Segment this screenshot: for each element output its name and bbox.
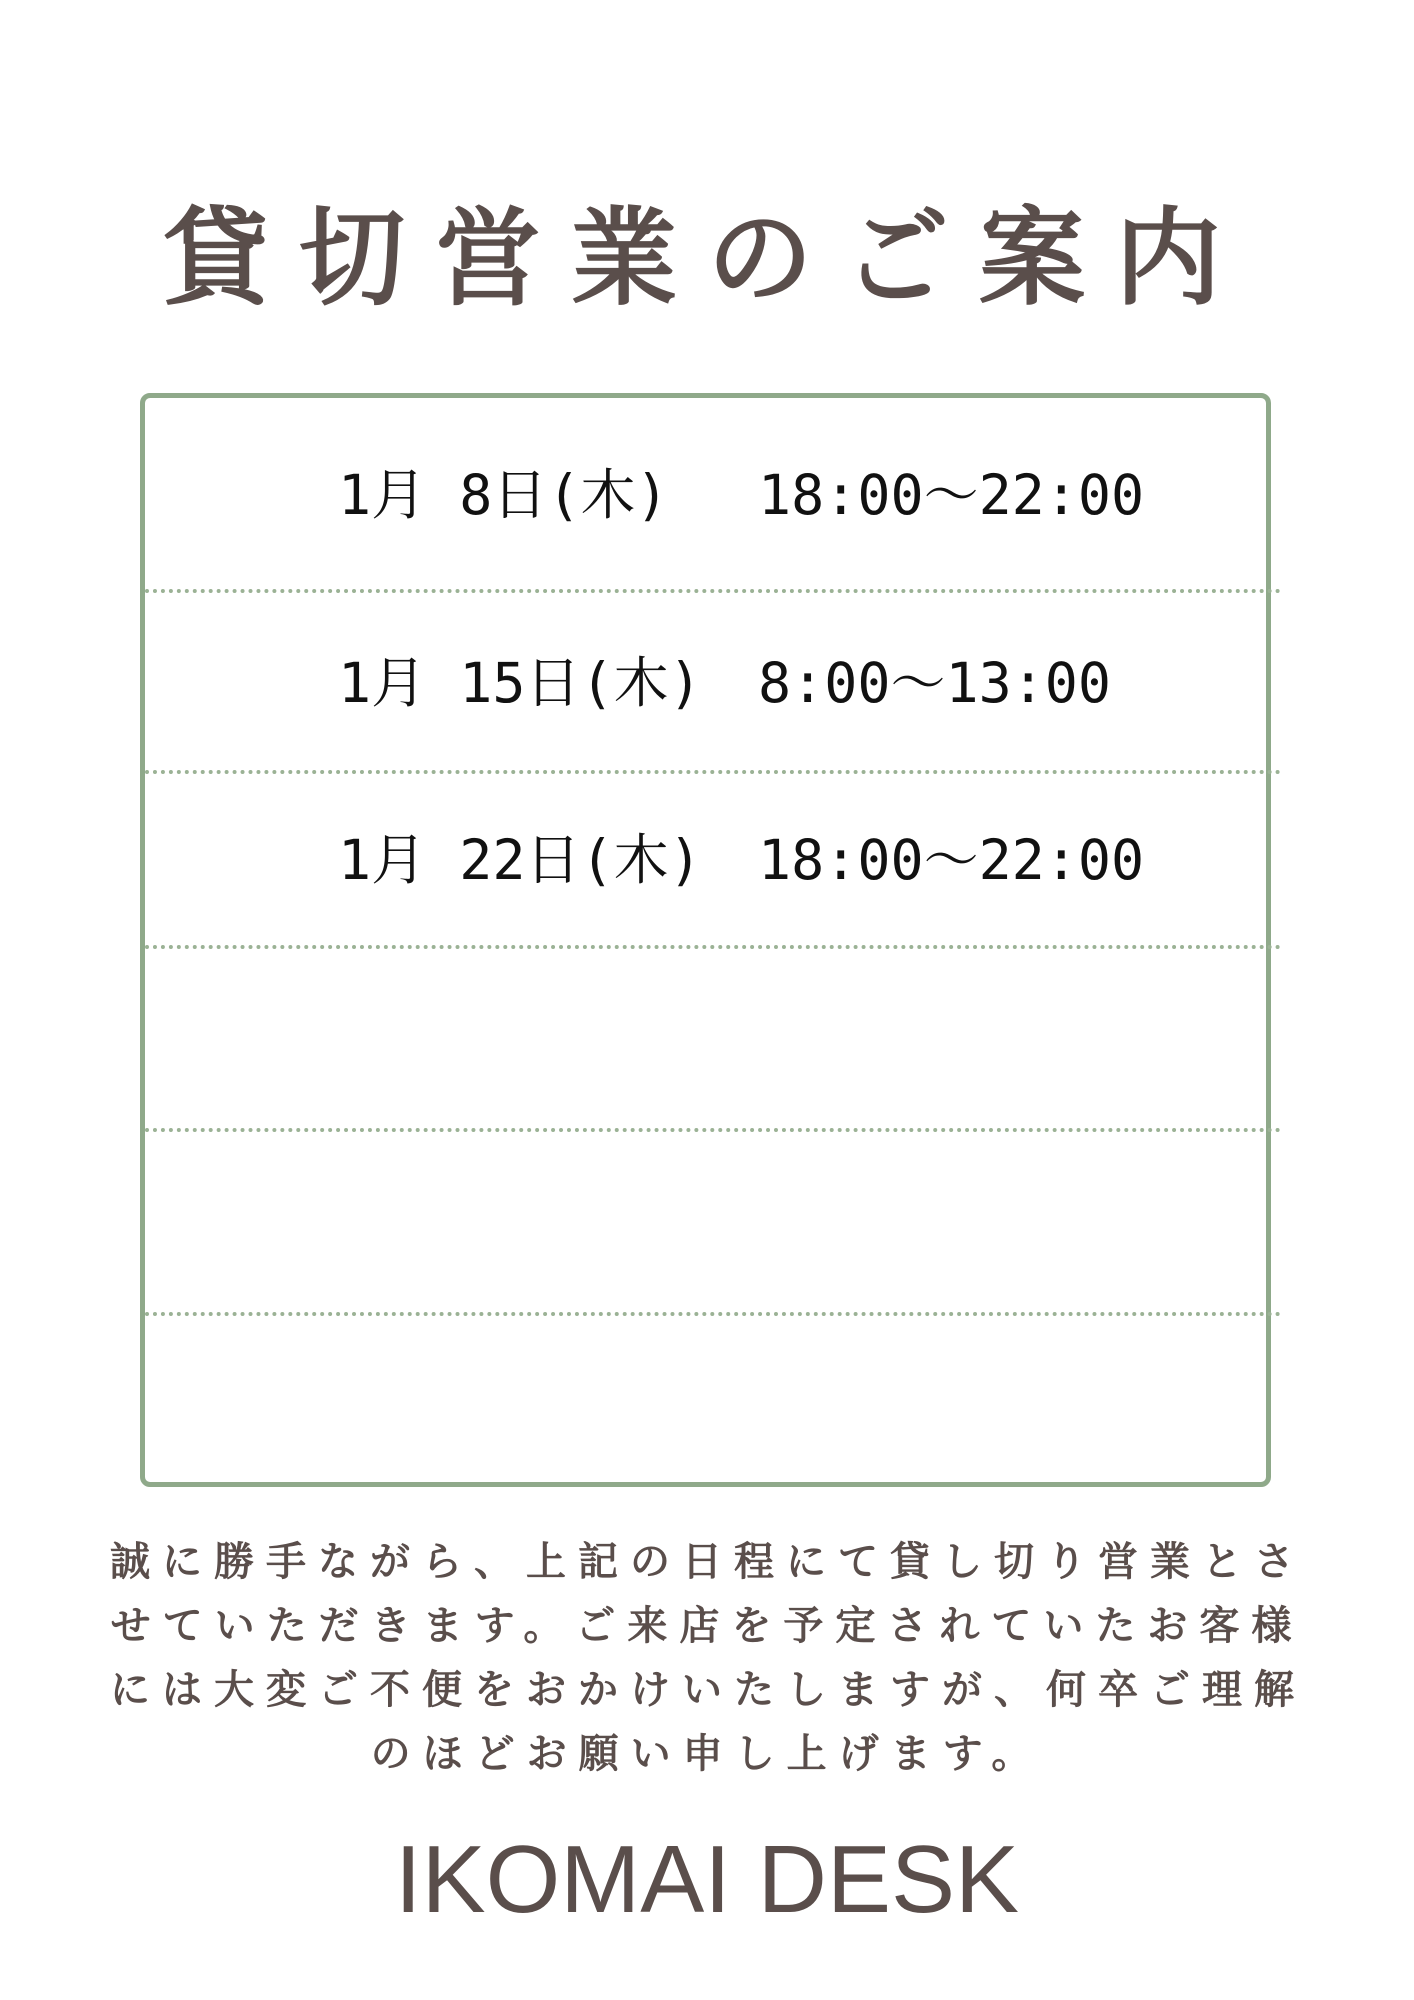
row-divider [145,1128,1281,1132]
brand-name: IKOMAI DESK [394,1826,1020,1933]
schedule-frame [140,393,1271,1487]
page-title: 貸切営業のご案内 [163,197,1251,321]
schedule-date: 1月 22日(木) [338,827,702,892]
notice-line: 誠に勝手ながら、上記の日程にて貸し切り営業とさ [110,1539,1306,1585]
schedule-row [338,450,1144,530]
row-divider [145,1312,1281,1316]
row-divider [145,945,1281,949]
notice-text [110,1530,1304,1786]
schedule-time: 18:00〜22:00 [758,827,1145,892]
schedule-row [338,815,1144,895]
row-divider [145,589,1281,593]
schedule-time: 18:00〜22:00 [758,462,1145,527]
notice-line: には大変ご不便をおかけいたしますが、何卒ご理解 [110,1667,1306,1713]
notice-line: のほどお願い申し上げます。 [370,1731,1044,1777]
schedule-row [338,638,1111,718]
schedule-time: 8:00〜13:00 [758,650,1112,715]
notice-line: せていただきます。ご来店を予定されていたお客様 [110,1603,1304,1649]
schedule-date: 1月 8日(木) [338,462,669,527]
schedule-date: 1月 15日(木) [338,650,702,715]
row-divider [145,770,1281,774]
